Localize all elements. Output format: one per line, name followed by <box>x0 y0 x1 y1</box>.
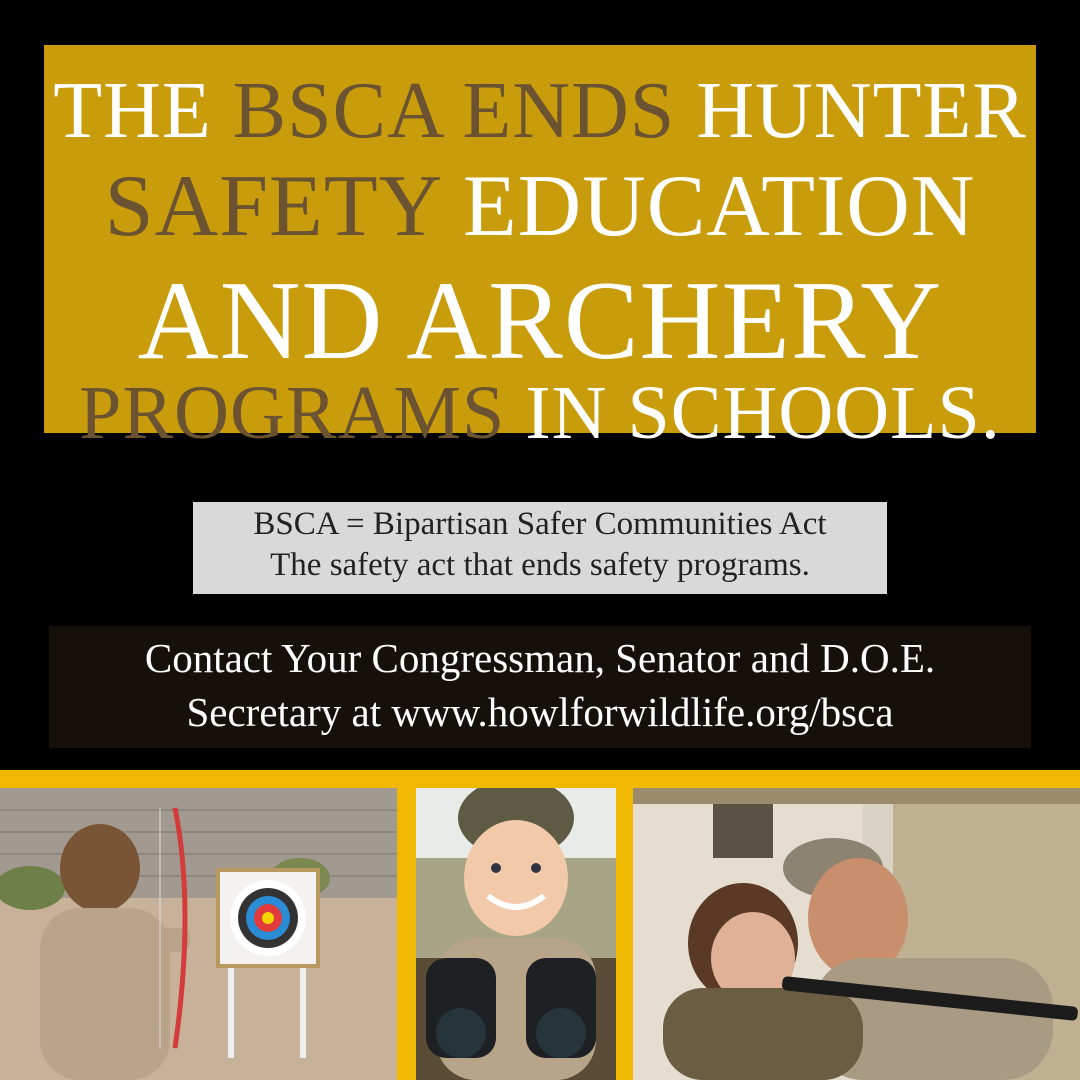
headline-line-1 <box>44 67 1036 155</box>
definition-line-2: The safety act that ends safety programs. <box>270 547 810 583</box>
headline-line-4 <box>44 371 1036 455</box>
definition-line-1: BSCA = Bipartisan Safer Communities Act <box>253 506 827 542</box>
headline-the: THE <box>53 67 212 155</box>
headline-safety: SAFETY <box>104 158 440 255</box>
contact-line-1: Contact Your Congressman, Senator and D.O.E. <box>144 635 936 681</box>
definition-box <box>193 502 887 594</box>
headline-line-3: AND ARCHERY <box>137 259 943 383</box>
archery-scene-illustration <box>0 788 397 1080</box>
headline-in-schools: IN SCHOOLS. <box>525 371 1001 455</box>
contact-line-2: Secretary at www.howlforwildlife.org/bsca <box>186 689 894 735</box>
binoculars-scene-illustration <box>416 788 616 1080</box>
headline-programs: PROGRAMS <box>79 371 506 455</box>
photo-strip <box>0 770 1080 1080</box>
binoculars-boy-photo <box>416 788 616 1080</box>
headline-line-2 <box>44 158 1036 255</box>
headline-banner <box>44 45 1036 455</box>
rifle-scene-illustration <box>633 788 1080 1080</box>
rifle-lesson-photo <box>633 788 1080 1080</box>
archery-child-photo <box>0 788 397 1080</box>
headline-bsca-ends: BSCA ENDS <box>232 67 676 155</box>
headline-hunter: HUNTER <box>696 67 1027 155</box>
contact-box <box>49 626 1031 748</box>
headline-education: EDUCATION <box>462 158 976 255</box>
